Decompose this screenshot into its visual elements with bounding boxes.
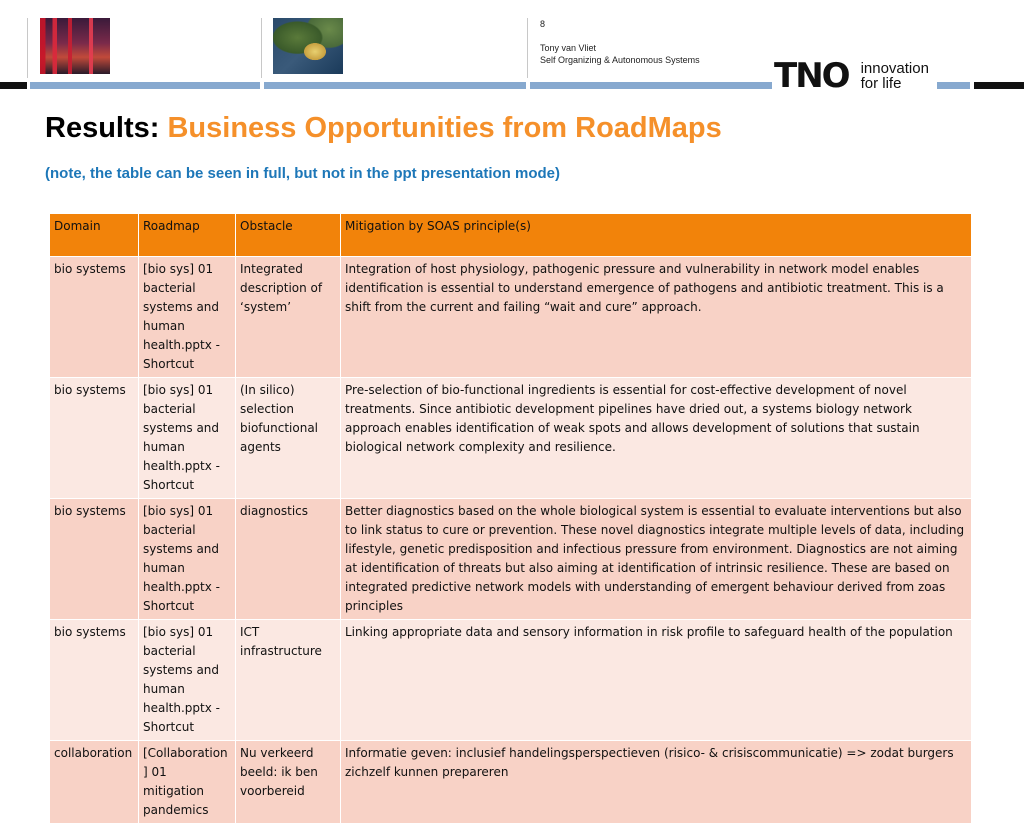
logo-tagline-line2: for life <box>860 75 902 92</box>
table-row <box>50 741 972 824</box>
project-name: Self Organizing & Autonomous Systems <box>540 55 700 65</box>
slide-title-accent: Business Opportunities from RoadMaps <box>167 112 722 144</box>
logo-mark: TNO <box>772 58 855 94</box>
cell-roadmap: [bio sys] 01 bacterial systems and human health.pptx - Shortcut <box>139 378 236 499</box>
header-band-black-right <box>974 82 1024 89</box>
header-divider <box>261 18 262 78</box>
cell-mitigation: Linking appropriate data and sensory information in risk profile to safeguard health of the population <box>341 620 972 741</box>
cell-roadmap: [bio sys] 01 bacterial systems and human health.pptx - Shortcut <box>139 257 236 378</box>
slide-number: 8 <box>540 19 546 29</box>
cell-obstacle: ICT infrastructure <box>236 620 341 741</box>
header-photo-satellite <box>273 18 343 74</box>
cell-obstacle: (In silico) selection biofunctional agents <box>236 378 341 499</box>
cell-domain: bio systems <box>50 378 139 499</box>
logo-tagline-line1: innovation <box>860 60 929 77</box>
header-obstacle: Obstacle <box>236 214 341 257</box>
header-band-blue <box>30 82 260 89</box>
header-mitigation: Mitigation by SOAS principle(s) <box>341 214 972 257</box>
author-name: Tony van Vliet <box>540 43 597 53</box>
logo-tagline <box>855 61 937 91</box>
cell-obstacle: diagnostics <box>236 499 341 620</box>
table-row <box>50 620 972 741</box>
header-band-black-left <box>0 82 27 89</box>
cell-obstacle: Nu verkeerd beeld: ik ben voorbereid <box>236 741 341 824</box>
table-row <box>50 378 972 499</box>
cell-roadmap: [bio sys] 01 bacterial systems and human health.pptx - Shortcut <box>139 499 236 620</box>
header-divider <box>27 18 28 78</box>
cell-obstacle: Integrated description of ‘system’ <box>236 257 341 378</box>
header-band-blue <box>264 82 526 89</box>
cell-mitigation: Better diagnostics based on the whole biological system is essential to evaluate interventions but also to link status to cure or prevention. These novel diagnostics integrate multiple levels of data, including lifestyle, genetic predisposition and infectious pressure from environment. Diagnostics are not aiming at identification of threats but also aiming at identification of intrinsic resilience. These are based on integrated predictive network models with understanding of emergent behaviour derived from zoas principles <box>341 499 972 620</box>
cell-roadmap: [Collaboration] 01 mitigation pandemics <box>139 741 236 824</box>
cell-roadmap: [bio sys] 01 bacterial systems and human health.pptx - Shortcut <box>139 620 236 741</box>
header-photo-industrial <box>40 18 110 74</box>
table-row <box>50 257 972 378</box>
header-domain: Domain <box>50 214 139 257</box>
cell-mitigation: Pre-selection of bio-functional ingredients is essential for cost-effective development of novel treatments. Since antibiotic development pipelines have dried out, a systems biology network approach enables identification of weak spots and allows development of solutions that sustain biological network complexity and resilience. <box>341 378 972 499</box>
header-roadmap: Roadmap <box>139 214 236 257</box>
cell-mitigation: Informatie geven: inclusief handelingsperspectieven (risico- & crisiscommunicatie) => zodat burgers zichzelf kunnen prepareren <box>341 741 972 824</box>
tno-logo <box>772 58 937 94</box>
cell-mitigation: Integration of host physiology, pathogenic pressure and vulnerability in network model enables identification is essential to understand emergence of pathogens and antibiotic treatment. This is a shift from the current and failing “wait and cure” approach. <box>341 257 972 378</box>
table-row <box>50 499 972 620</box>
cell-domain: bio systems <box>50 620 139 741</box>
cell-domain: bio systems <box>50 257 139 378</box>
table-header-row <box>50 214 972 257</box>
slide-subtitle: (note, the table can be seen in full, but not in the ppt presentation mode) <box>45 165 561 182</box>
slide-title-prefix: Results: <box>45 112 160 144</box>
cell-domain: bio systems <box>50 499 139 620</box>
cell-domain: collaboration <box>50 741 139 824</box>
header-divider <box>527 18 528 78</box>
slide-title <box>45 112 722 145</box>
roadmap-table <box>49 213 972 824</box>
